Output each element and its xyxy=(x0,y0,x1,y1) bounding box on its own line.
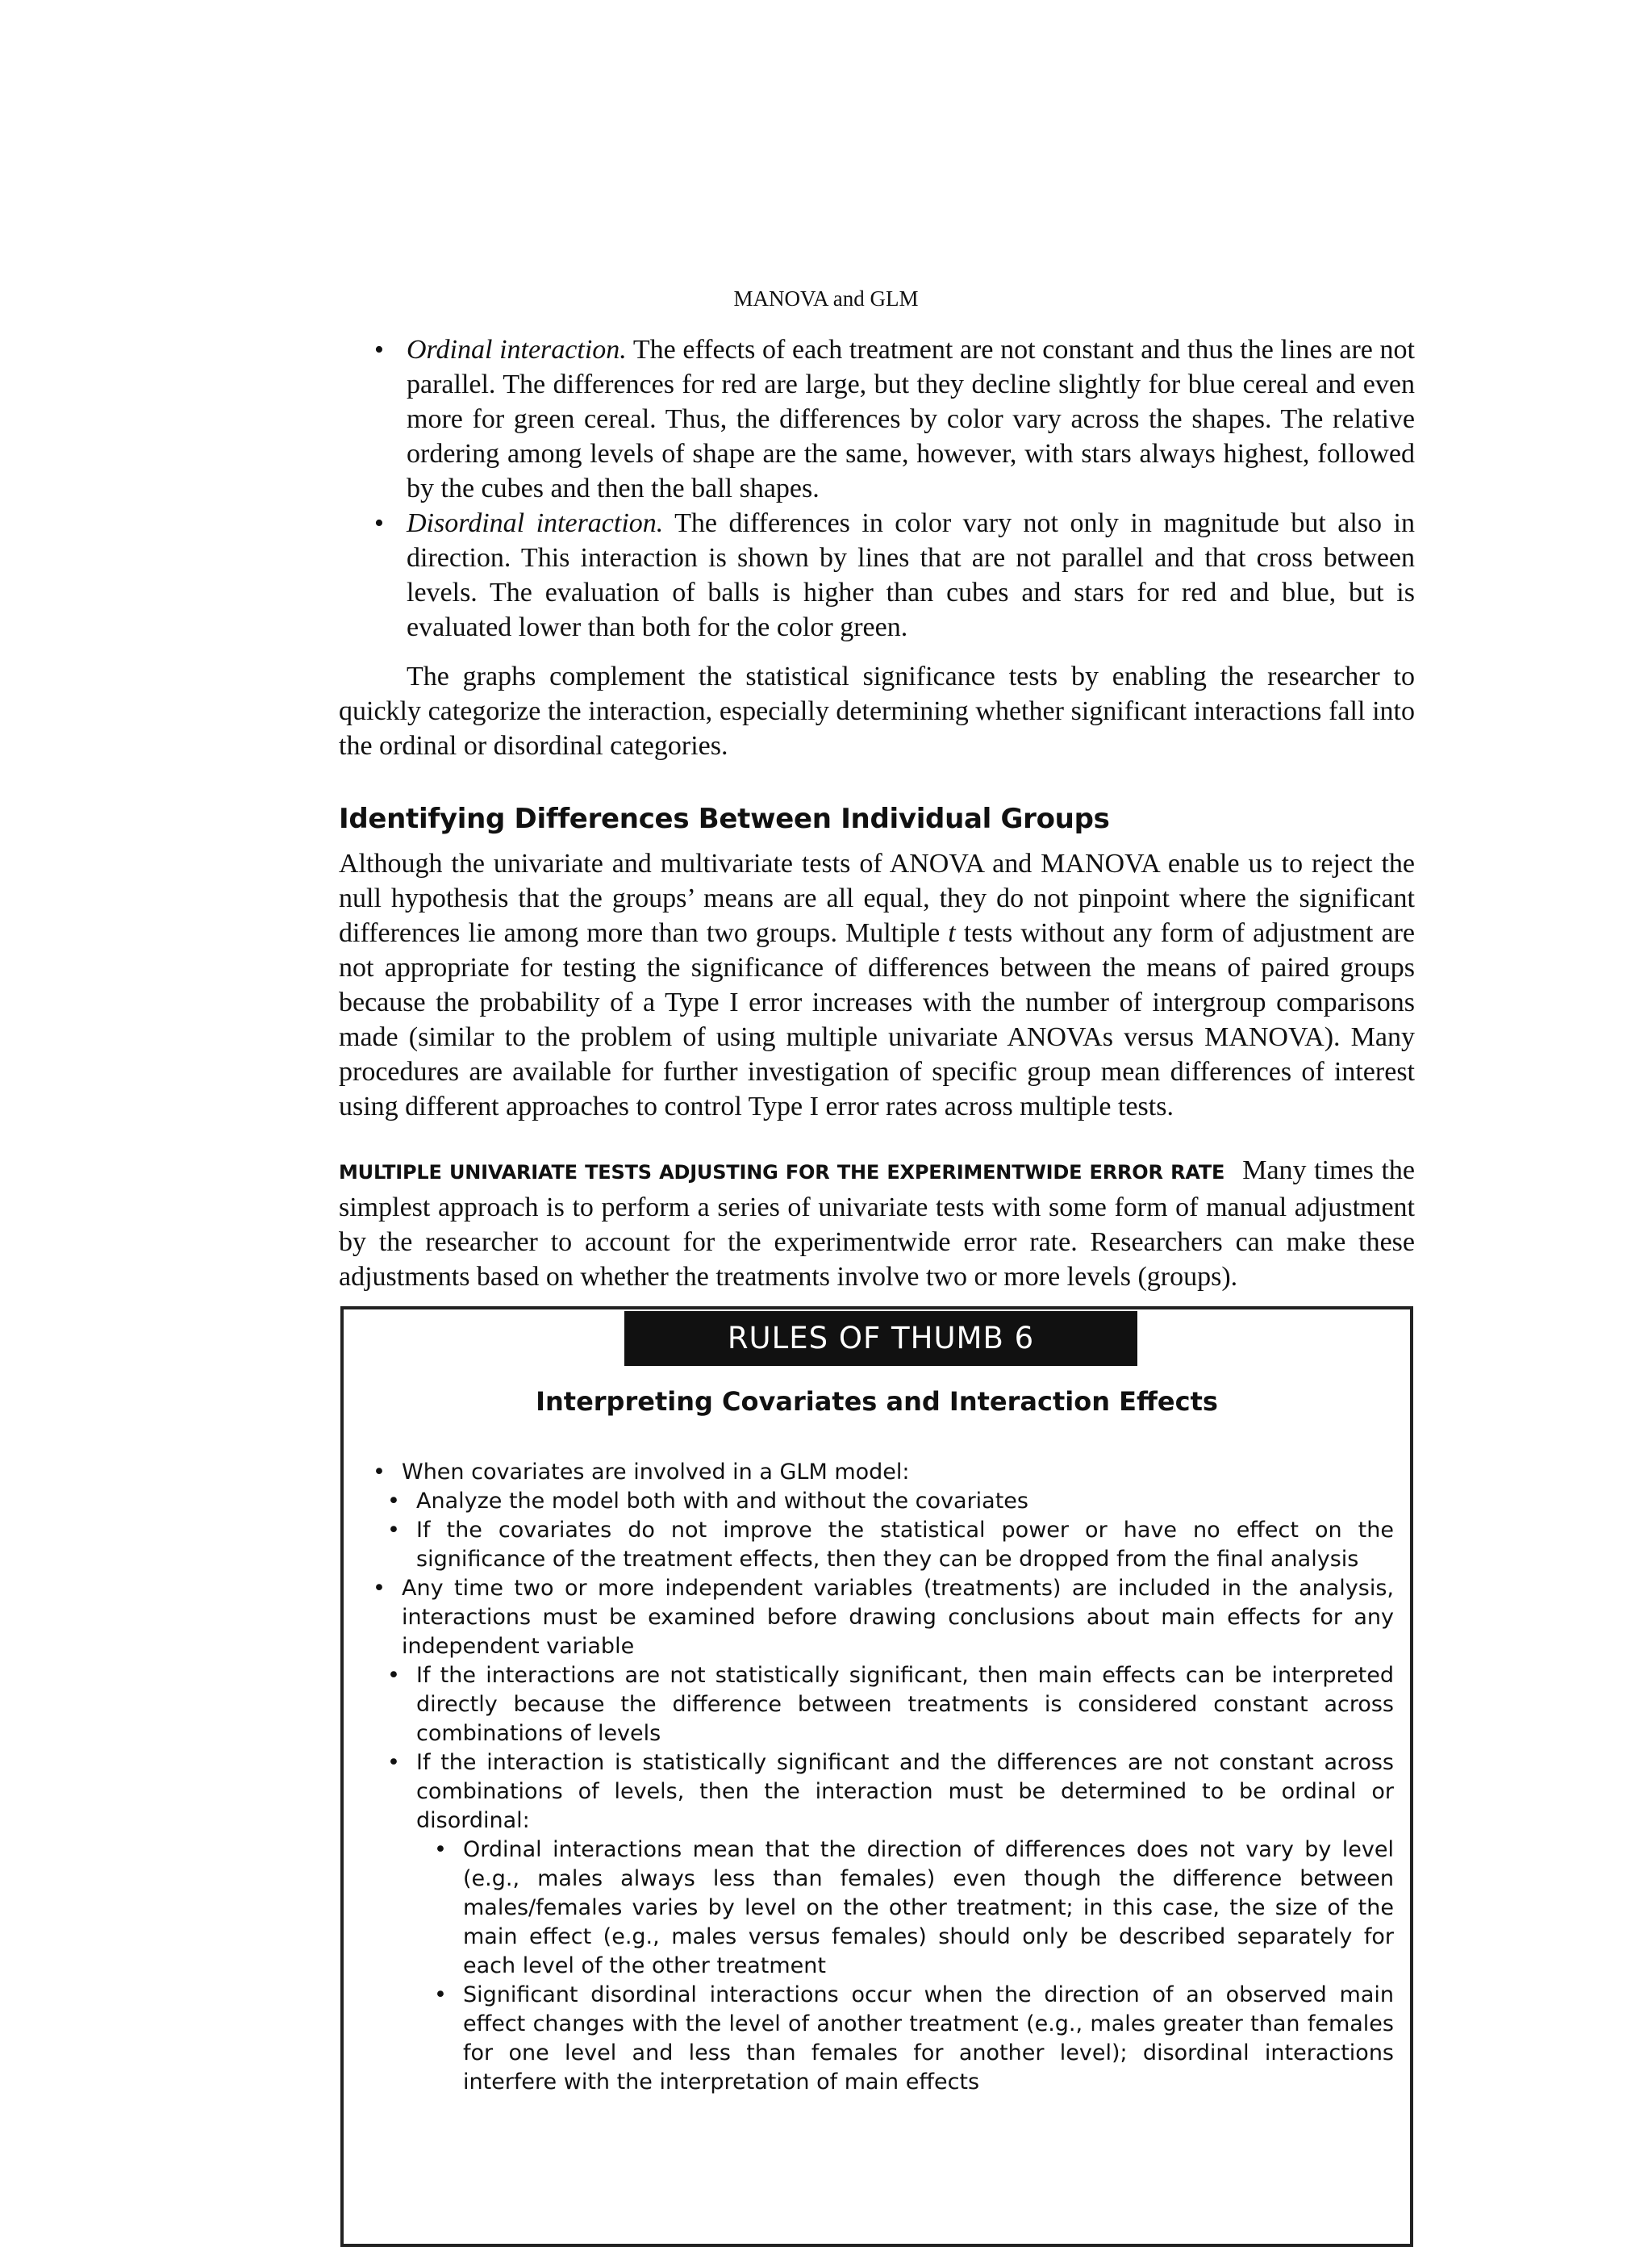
rule-item xyxy=(361,1661,1394,1748)
bullet-icon: • xyxy=(387,1750,400,1775)
paragraph-text: Although the univariate and multivariate tests of ANOVA and MANOVA enable us to reject the null hypothesis that the groups’ means are all equal, they do not pinpoint where the significant differences lie among more than two groups. Multiple xyxy=(339,849,1415,948)
rules-of-thumb-banner: RULES OF THUMB 6 xyxy=(624,1311,1137,1366)
rule-item xyxy=(361,1516,1394,1574)
rule-item xyxy=(361,1487,1394,1516)
bullet-text: The differences in color vary not only in magnitude but also in direction. This interaction is shown by lines that are not parallel and that cross between levels. The evaluation of balls is higher than cubes and stars for red and blue, but is evaluated lower than both for the color green. xyxy=(407,508,1415,642)
paragraph-multiple-univariate xyxy=(339,1153,1415,1294)
bullet-icon: • xyxy=(373,1460,386,1485)
rule-item-text: Ordinal interactions mean that the direction of differences does not vary by level (e.g., males always less than females) even though the difference between males/females varies by level on the other treatment; in this case, the size of the main effect (e.g., males versus females) should only be described separately for each level of the other treatment xyxy=(463,1837,1394,1978)
bullet-term: Disordinal interaction. xyxy=(407,508,664,538)
bullet-icon: • xyxy=(434,1982,447,2007)
paragraph-graphs: The graphs complement the statistical significance tests by enabling the researcher to quickly categorize the interaction, especially determining whether significant interactions fall into the ordinal or disordinal categories. xyxy=(339,662,1415,761)
rule-item xyxy=(361,1574,1394,1661)
subsection-heading: MULTIPLE UNIVARIATE TESTS ADJUSTING FOR THE EXPERIMENTWIDE ERROR RATE xyxy=(339,1161,1225,1184)
interaction-bullet-list xyxy=(339,332,1415,645)
section-heading: Identifying Differences Between Individual Groups xyxy=(339,803,1110,835)
t-symbol: t xyxy=(948,918,956,948)
bullet-icon: • xyxy=(434,1837,447,1862)
rule-item-text: When covariates are involved in a GLM model: xyxy=(402,1460,910,1485)
rules-of-thumb-box xyxy=(340,1306,1413,2247)
paragraph-text: Many times the simplest approach is to perform a series of univariate tests with some form of manual adjustment by the researcher to account for the experimentwide error rate. Researchers can make these adjustments based on whether the treatments involve two or more levels (groups). xyxy=(339,1155,1415,1292)
rule-item-text: Analyze the model both with and without the covariates xyxy=(416,1489,1028,1514)
bullet-text: The effects of each treatment are not constant and thus the lines are not parallel. The differences for red are large, but they decline slightly for blue cereal and even more for green cereal. Thus, the differences by color vary across the shapes. The relative ordering among levels of shape are the same, however, with stars always highest, followed by the cubes and then the ball shapes. xyxy=(407,335,1415,503)
bullet-term: Ordinal interaction. xyxy=(407,335,627,365)
paragraph-group-differences xyxy=(339,846,1415,1124)
bullet-icon: • xyxy=(373,1576,386,1601)
rule-item xyxy=(361,1748,1394,1836)
rule-item xyxy=(361,1981,1394,2097)
bullet-icon: • xyxy=(387,1518,400,1543)
rule-item-text: Any time two or more independent variables (treatments) are included in the analysis, interactions must be examined before drawing conclusions about main effects for any independent variable xyxy=(402,1576,1394,1659)
bullet-icon: • xyxy=(374,508,384,538)
body-text xyxy=(339,332,1415,1294)
bullet-ordinal-interaction xyxy=(339,332,1415,506)
rule-item-text: Significant disordinal interactions occur when the direction of an observed main effect changes with the level of another treatment (e.g., males greater than females for one level and less than females for another level); disordinal interactions interfere with the interpretation of main effects xyxy=(463,1982,1394,2095)
rule-item-text: If the interaction is statistically significant and the differences are not constant across combinations of levels, then the interaction must be determined to be ordinal or disordinal: xyxy=(416,1750,1394,1833)
rule-item xyxy=(361,1836,1394,1981)
rules-of-thumb-list xyxy=(361,1458,1394,2097)
bullet-icon: • xyxy=(387,1663,400,1688)
bullet-icon: • xyxy=(374,335,384,365)
bullet-disordinal-interaction xyxy=(339,506,1415,645)
rules-of-thumb-title: Interpreting Covariates and Interaction Effects xyxy=(536,1386,1218,1417)
rule-item-text: If the interactions are not statistically significant, then main effects can be interpreted directly because the difference between treatments is considered constant across combinations of levels xyxy=(416,1663,1394,1746)
rule-item-text: If the covariates do not improve the statistical power or have no effect on the significance of the treatment effects, then they can be dropped from the final analysis xyxy=(416,1518,1394,1572)
rule-item xyxy=(361,1458,1394,1487)
bullet-icon: • xyxy=(387,1489,400,1514)
running-head: MANOVA and GLM xyxy=(733,286,919,311)
paragraph-text: tests without any form of adjustment are not appropriate for testing the significance of differences between the means of paired groups because the probability of a Type I error increases with the number of intergroup comparisons made (similar to the problem of using multiple univariate ANOVAs versus MANOVA). Many procedures are available for further investigation of specific group mean differences of interest using different approaches to control Type I error rates across multiple tests. xyxy=(339,918,1415,1121)
